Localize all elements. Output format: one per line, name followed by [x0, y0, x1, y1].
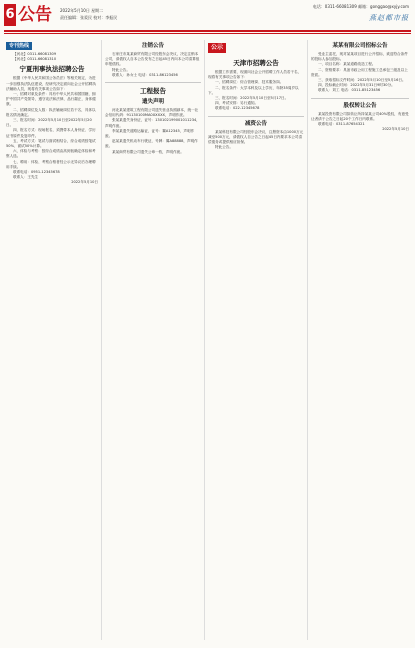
notice-title: 遗失声明: [141, 99, 164, 106]
section-banner: 公示: [208, 43, 226, 53]
notice-paragraph: 一、项目名称：某某道路改造工程。: [318, 62, 376, 67]
notice-paragraph: 赵某某遗失机动车行驶证，号牌：冀A88888，声明作废。: [105, 139, 198, 149]
notice-title: 注销公告: [141, 43, 164, 49]
notice-paragraph: 联系人：王先生: [13, 175, 39, 180]
notice-paragraph: 根据工作需要，现面向社会公开招聘工作人员若干名，现将有关事项公告如下：: [208, 70, 302, 80]
column-divider: [307, 40, 308, 640]
notice-title: 股权转让公告: [343, 102, 377, 109]
notice-title: 天津市招聘公告: [233, 59, 279, 67]
notice-title: 减资公告: [244, 120, 267, 127]
column-4: [311, 40, 409, 642]
page-number: 6: [4, 4, 16, 26]
notice-paragraph: 联系电话：0951-12345678: [13, 170, 60, 175]
paper-name: 燕赵都市报: [369, 14, 409, 22]
notice-paragraph: 李某某遗失道路运输证，证号：冀A12345，声明作废。: [105, 128, 195, 139]
section-title: 公告: [18, 5, 52, 25]
notice-paragraph: 四、投标截止时间：2022年5月31日9时30分。: [318, 83, 395, 88]
masthead: [0, 0, 415, 44]
notice-paragraph: 某某投资有限公司拟转让所持某某公司40%股权，有意受让者请于公告之日起20个工作日内联系。: [311, 111, 409, 121]
notice-paragraph: 联系电话：022-12345678: [215, 106, 260, 111]
notice-paragraph: 五、考试方式：笔试与面试相结合，综合成绩按笔试50%、面试50%计算。: [6, 138, 96, 149]
notice-paragraph: 某某商贸有限公司遗失公章一枚，声明作废。: [112, 149, 184, 154]
notice-paragraph: 根据《中华人民共和国公务员法》等相关规定，为进一步加强执法队伍建设，经研究决定面向社会公开招聘执法辅助人员，现将有关事项公告如下：: [6, 76, 96, 91]
column-1: [6, 40, 98, 642]
notice-date: 2022年5月10日: [382, 127, 409, 132]
notice-paragraph: 七、聘用：体检、考察合格者经公示无异议后办理聘用手续。: [6, 159, 96, 169]
notice-paragraph: 二、资格要求：具备市政公用工程施工总承包三级及以上资质。: [311, 67, 408, 77]
notice-paragraph: 二、报名条件：大学本科及以上学历，年龄35周岁以下。: [208, 85, 299, 95]
notice-paragraph: 三、获取招标文件时间：2022年5月10日至5月16日。: [318, 78, 406, 83]
notice-paragraph: 一、招聘对象及条件：具有中华人民共和国国籍，拥护中国共产党领导，遵守宪法和法律，品行端正，身体健康。: [6, 92, 96, 107]
notice-paragraph: 特此公告。: [215, 145, 233, 150]
column-2: [105, 40, 201, 642]
header-rule-thin: [4, 33, 411, 34]
notice-paragraph: 四、报名方式：现场报名，须携带本人身份证、学历证书原件及复印件。: [6, 128, 96, 138]
date-line: 2022年5月10日 星期二: [60, 8, 104, 13]
hotline: 电话：0311-66081309 邮箱：gonggao@xyjy.com: [312, 4, 409, 9]
divider: [208, 116, 304, 117]
notice-title: 宁夏刑事执法招聘公告: [19, 65, 85, 74]
hotline-line: 【河北】0311-66081310: [13, 57, 57, 62]
hotline-line: 【河北】0311-66081309: [13, 52, 57, 56]
notice-paragraph: 联系人：孙女士 电话：0311-86123456: [112, 72, 178, 77]
notice-paragraph: 一、招聘岗位：综合管理岗、技术服务岗。: [215, 80, 284, 85]
notice-paragraph: 四、考试安排：另行通知。: [215, 101, 259, 106]
column-divider: [101, 40, 102, 640]
notice-paragraph: 河北某某建筑工程有限公司遗失营业执照副本，统一社会信用代码：91130100MA0XXXXX，声明作废。: [105, 108, 199, 118]
notice-paragraph: 三、报名时间：2022年5月10日至2022年5月20日。: [6, 118, 92, 128]
notice-paragraph: 联系人：刘工 电话：0311-85123456: [318, 88, 381, 93]
divider: [311, 98, 409, 99]
editor-line: 责任编辑：张爱民 校对：李振民: [60, 15, 118, 20]
notice-paragraph: 联系电话：0311-87654321: [318, 122, 365, 127]
hotline-tag: 专刊热线: [6, 42, 32, 50]
notice-title: 某某有限公司招标公告: [332, 43, 388, 49]
notice-paragraph: 受业主委托，现对某某项目进行公开招标，欢迎符合条件的投标人参加投标。: [311, 52, 408, 62]
notice-paragraph: 张某某遗失身份证，证号：130102199001011234，声明作废。: [105, 118, 200, 128]
notice-title: 工程报告: [140, 87, 166, 96]
notice-date: 2022年5月10日: [71, 180, 98, 185]
column-3: [208, 40, 304, 642]
notice-paragraph: 某某科技有限公司经股东会决议，注册资本由1000万元减至500万元，请债权人自公告之日起45日内要求本公司清偿债务或提供相应担保。: [208, 129, 304, 145]
notice-paragraph: 六、体检与考察：按综合成绩由高到低确定体检和考察人选。: [6, 149, 96, 159]
notice-paragraph: 三、报名时间：2022年5月10日至5月17日。: [215, 96, 289, 101]
notice-paragraph: 石家庄市某某商贸有限公司经股东会决议，决定注销本公司，请债权人自本公告发布之日起45日内向本公司清算组申报债权。: [105, 52, 200, 67]
notice-paragraph: 特此公告。: [112, 67, 130, 72]
header-rule: [4, 30, 411, 32]
notice-paragraph: 二、招聘岗位及人数：执法辅助岗位若干名，具体以报名情况确定。: [6, 107, 96, 117]
divider: [105, 82, 201, 83]
column-divider: [204, 40, 205, 640]
